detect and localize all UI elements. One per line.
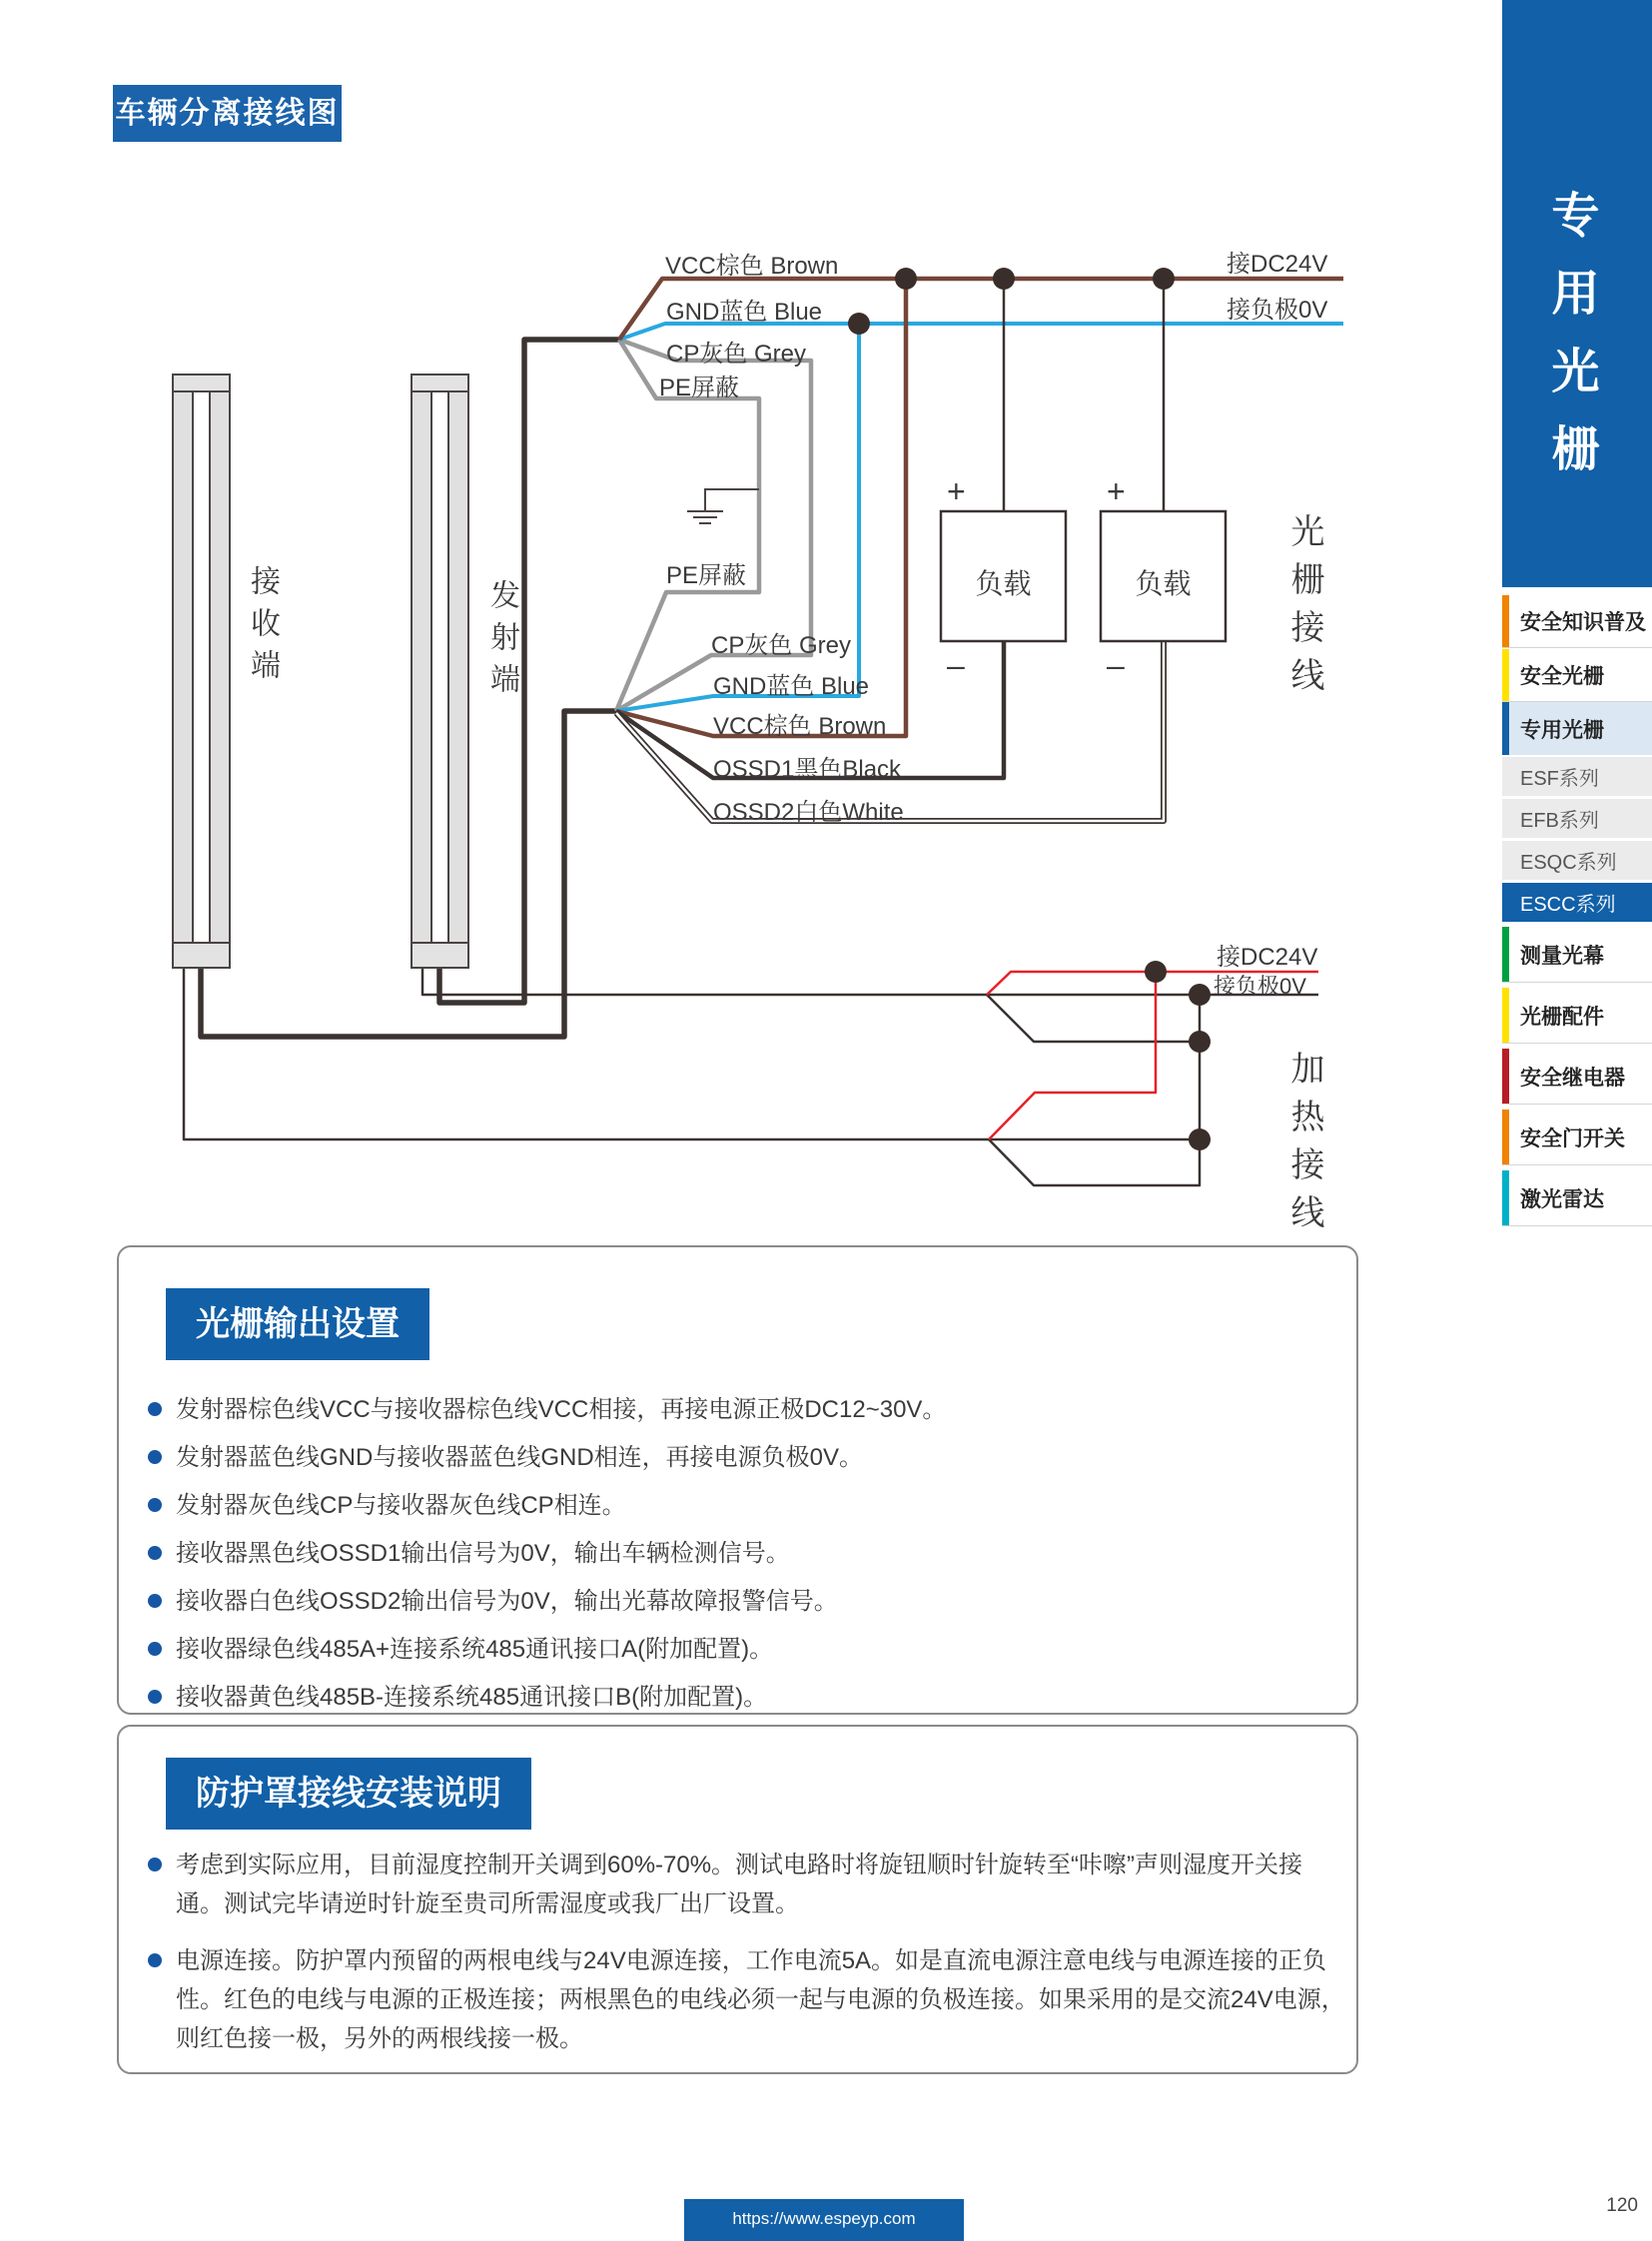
menu-color-bar [1502, 927, 1509, 982]
load1-label: 负载 [975, 568, 1032, 599]
grating-wiring-label: 光栅接线 [1285, 513, 1323, 705]
footer-url[interactable]: https://www.espeyp.com [684, 2199, 964, 2241]
page-title-badge: 车辆分离接线图 [113, 85, 342, 142]
list-item: 接收器绿色线485A+连接系统485通讯接口A(附加配置)。 [148, 1630, 1336, 1669]
list-item: 接收器黄色线485B-连接系统485通讯接口B(附加配置)。 [148, 1678, 1336, 1717]
transmitter-tower-cap-bottom [411, 942, 469, 969]
bullet-icon [148, 1450, 162, 1464]
wire-label-ossd1: OSSD1黑色Black [713, 756, 902, 783]
load2-plus-sign: + [1107, 473, 1126, 509]
menu-color-bar [1502, 1170, 1509, 1225]
bullet-icon [148, 1858, 162, 1871]
heater-branch-a [987, 995, 1200, 1042]
receiver-cable [201, 711, 618, 1037]
top-0v-label: 接负极0V [1227, 297, 1328, 324]
list-item: 发射器蓝色线GND与接收器蓝色线GND相连，再接电源负极0V。 [148, 1438, 1336, 1477]
wire-label-cp-2: CP灰色 Grey [711, 632, 852, 659]
transmitter-tower-strip [413, 392, 432, 942]
heater-0v-label: 接负极0V [1214, 974, 1306, 999]
install-instructions-title: 防护罩接线安装说明 [166, 1758, 531, 1830]
wire-label-gnd-top: GND蓝色 Blue [666, 299, 823, 326]
wire-label-gnd-2: GND蓝色 Blue [713, 673, 870, 700]
sidebar-item-laser-radar[interactable]: 激光雷达 [1502, 1170, 1652, 1226]
heater-red-2 [989, 972, 1156, 1139]
list-item: 接收器白色线OSSD2输出信号为0V，输出光幕故障报警信号。 [148, 1582, 1336, 1621]
top-dc24v-label: 接DC24V [1227, 251, 1328, 278]
bullet-icon [148, 1402, 162, 1416]
receiver-tower-body [172, 390, 231, 944]
wire-label-pe-2: PE屏蔽 [666, 562, 747, 589]
bullet-icon [148, 1953, 162, 1967]
transmitter-tower-strip [447, 392, 467, 942]
wire-label-ossd2: OSSD2白色White [713, 799, 904, 826]
sidebar-item-safety-relay[interactable]: 安全继电器 [1502, 1049, 1652, 1105]
sidebar-item-efb-series[interactable]: EFB系列 [1502, 799, 1652, 838]
load2-label: 负载 [1135, 568, 1192, 599]
list-item: 接收器黑色线OSSD1输出信号为0V，输出车辆检测信号。 [148, 1534, 1336, 1573]
page-number: 120 [1606, 2195, 1638, 2216]
sidebar-item-measuring-curtain[interactable]: 测量光幕 [1502, 927, 1652, 983]
menu-color-bar [1502, 649, 1509, 701]
heater-wire-2 [422, 965, 1318, 995]
sidebar-title: 专用光栅 [1544, 190, 1597, 501]
wire-label-pe-top: PE屏蔽 [659, 374, 740, 401]
receiver-tower-cap-bottom [172, 942, 231, 969]
wire-label-cp-top: CP灰色 Grey [666, 341, 807, 368]
load1-plus-sign: + [947, 473, 966, 509]
bullet-icon [148, 1498, 162, 1512]
receiver-tower-strip [174, 392, 194, 942]
sidebar-item-safety-door-switch[interactable]: 安全门开关 [1502, 1110, 1652, 1165]
load2-minus-sign: – [1107, 647, 1125, 683]
sidebar-item-safety-knowledge[interactable]: 安全知识普及 [1502, 595, 1652, 648]
sidebar-item-special-grating-active[interactable]: 专用光栅 [1502, 702, 1652, 755]
menu-color-bar [1502, 702, 1509, 755]
transmitter-label: 发射端 [485, 579, 518, 705]
list-item: 发射器灰色线CP与接收器灰色线CP相连。 [148, 1486, 1336, 1525]
menu-color-bar [1502, 595, 1509, 647]
sidebar-item-safety-grating[interactable]: 安全光栅 [1502, 649, 1652, 702]
sidebar-item-grating-accessories[interactable]: 光栅配件 [1502, 988, 1652, 1044]
menu-color-bar [1502, 988, 1509, 1043]
heater-return [989, 995, 1200, 1185]
receiver-tower-strip [209, 392, 229, 942]
sidebar-item-esqc-series[interactable]: ESQC系列 [1502, 841, 1652, 880]
heater-dc24v-label: 接DC24V [1217, 944, 1318, 971]
wire-label-vcc-2: VCC棕色 Brown [713, 713, 887, 740]
list-item: 发射器棕色线VCC与接收器棕色线VCC相接，再接电源正极DC12~30V。 [148, 1390, 1336, 1429]
output-settings-title: 光栅输出设置 [166, 1288, 429, 1360]
menu-color-bar [1502, 1049, 1509, 1104]
menu-color-bar [1502, 1110, 1509, 1164]
bullet-icon [148, 1594, 162, 1608]
sidebar-item-escc-series-active[interactable]: ESCC系列 [1502, 883, 1652, 922]
bullet-icon [148, 1546, 162, 1560]
heater-wiring-label: 加热接线 [1285, 1051, 1323, 1242]
bullet-icon [148, 1690, 162, 1704]
sidebar-item-esf-series[interactable]: ESF系列 [1502, 757, 1652, 796]
heater-wire-1 [184, 965, 989, 1139]
ground-symbol [687, 489, 759, 523]
list-item: 电源连接。防护罩内预留的两根电线与24V电源连接，工作电流5A。如是直流电源注意电线与电源连接的正负性。红色的电线与电源的正极连接；两根黑色的电线必须一起与电源的负极连接。如果采用的是交流24V电源，则红色接一极，另外的两根线接一极。 [148, 1941, 1346, 2058]
wire-label-vcc-top: VCC棕色 Brown [665, 253, 839, 280]
list-item: 考虑到实际应用，目前湿度控制开关调到60%-70%。测试电路时将旋钮顺时针旋转至“咔嚓”声则湿度开关接通。测试完毕请逆时针旋至贵司所需湿度或我厂出厂设置。 [148, 1846, 1346, 1923]
load1-minus-sign: – [947, 647, 965, 683]
bullet-icon [148, 1642, 162, 1656]
transmitter-tower-body [411, 390, 469, 944]
receiver-label: 接收端 [246, 565, 279, 691]
